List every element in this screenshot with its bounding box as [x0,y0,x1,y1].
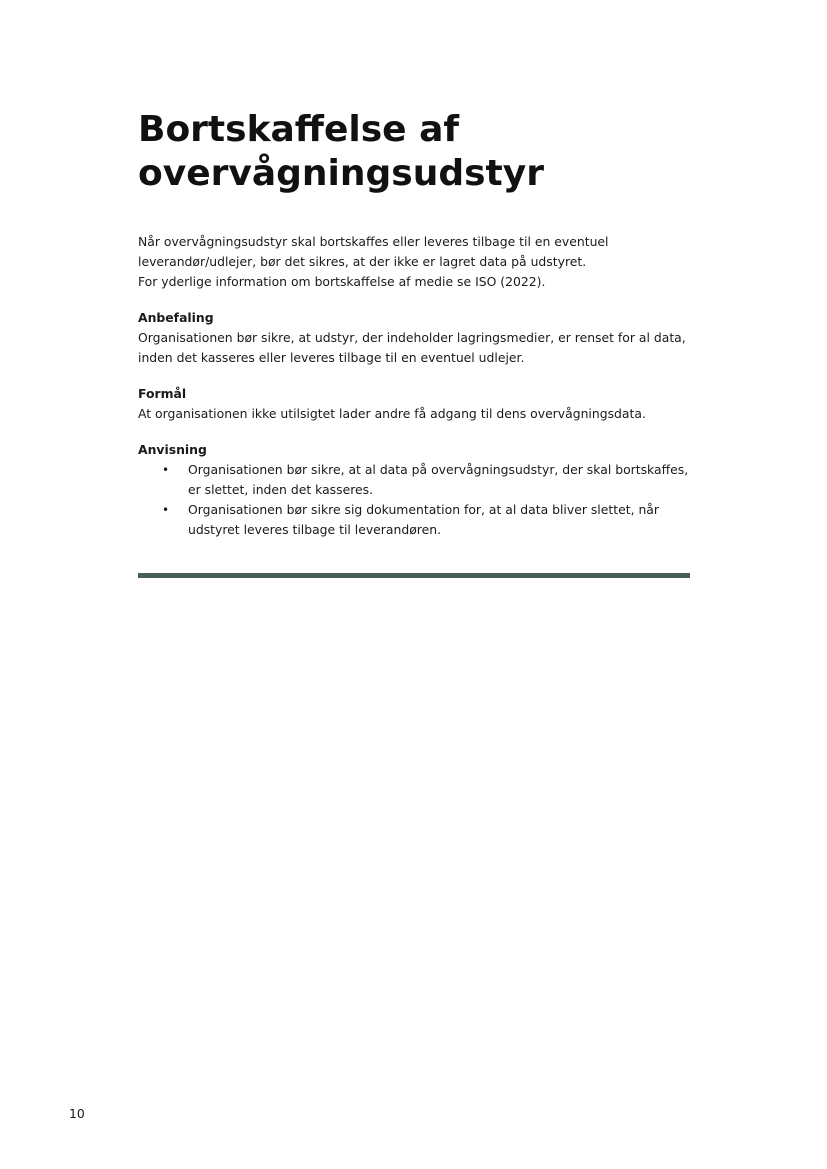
section-anbefaling [138,308,698,368]
intro-paragraph [138,232,698,292]
section-heading: Anvisning [138,442,207,457]
bullet-icon: • [162,503,170,517]
section-divider [138,573,690,578]
page-number: 10 [69,1106,85,1121]
section-text: Organisationen bør sikre, at udstyr, der indeholder lagringsmedier, er renset for al data, inden det kasseres eller leveres tilbage til en eventuel udlejer. [138,330,686,365]
list-item [138,500,698,540]
section-anvisning [138,440,698,540]
section-text: At organisationen ikke utilsigtet lader andre få adgang til dens overvågningsdata. [138,406,646,421]
section-formaal [138,384,698,424]
intro-line: For yderlige information om bortskaffelse af medie se ISO (2022). [138,274,546,289]
list-item-text: Organisationen bør sikre sig dokumentation for, at al data bliver slettet, når udstyret leveres tilbage til leverandøren. [188,502,659,537]
page-title: Bortskaffelse af overvågningsudstyr [138,109,544,194]
intro-line: Når overvågningsudstyr skal bortskaffes eller leveres tilbage til en eventuel leverandør/udlejer, bør det sikres, at der ikke er lagret data på udstyret. [138,234,609,269]
section-heading: Formål [138,386,187,401]
list-item-text: Organisationen bør sikre, at al data på overvågningsudstyr, der skal bortskaffes, er slettet, inden det kasseres. [188,462,689,497]
bullet-icon: • [162,463,170,477]
bullet-list [138,460,698,540]
section-heading: Anbefaling [138,310,214,325]
list-item [138,460,698,500]
